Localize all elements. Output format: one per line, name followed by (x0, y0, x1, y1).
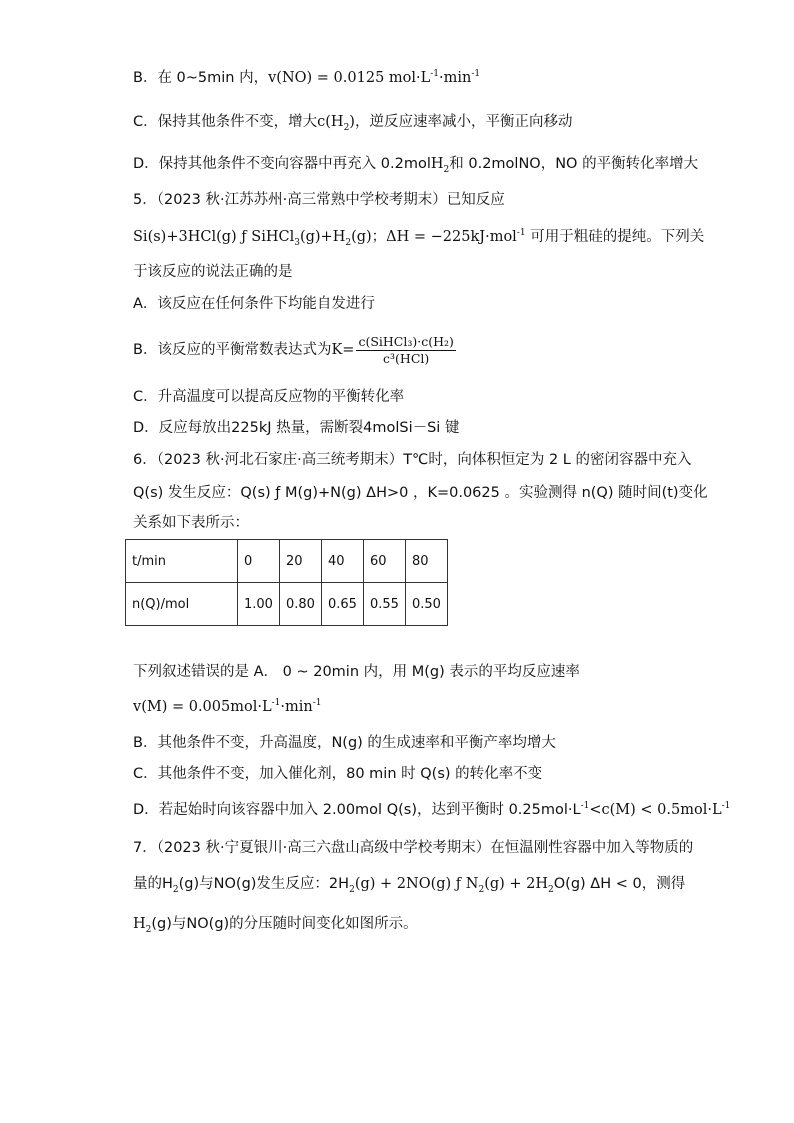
q5-stem-line2: 于该反应的说法正确的是 (133, 264, 293, 280)
q4-option-d-sub: 2 (443, 164, 450, 175)
q5-option-b-prefix: B．该反应的平衡常数表达式为 (133, 342, 332, 358)
q6-option-d-mid: <c(M) < 0.5mol·L (589, 802, 722, 818)
q6-stem-line3: 关系如下表所示： (133, 515, 249, 531)
q7-line2-eq2: (g) + 2H (484, 876, 549, 892)
q7-line2-sub3: 2 (478, 884, 485, 895)
q5-eq-part1: Si(s)+3HCl(g) ƒ SiHCl (133, 229, 295, 245)
q5-eq-exp: -1 (516, 228, 526, 239)
q7-stem-line2 (133, 874, 685, 894)
q5-equilibrium-constant-fraction (356, 334, 455, 367)
q5-option-c: C．升高温度可以提高反应物的平衡转化率 (133, 389, 405, 405)
q4-option-b-mid: ·min (439, 70, 472, 86)
q6-rate-formula-text: v(M) = 0.005mol·L (133, 699, 272, 715)
q4-option-c-formula: c(H (317, 114, 344, 130)
q5-eq-part3: (g)；ΔH = −225kJ·mol (351, 229, 517, 245)
q5-option-a: A．该反应在任何条件下均能自发进行 (133, 296, 375, 312)
q4-option-c-sub: 2 (343, 122, 350, 133)
q5-stem-line1: 5．（2023 秋·江苏苏州·高三常熟中学校考期末）已知反应 (133, 192, 505, 208)
fraction-numerator: c(SiHCl₃)·c(H₂) (358, 333, 454, 349)
q7-stem-line3 (133, 914, 418, 934)
table-cell: 40 (322, 540, 364, 583)
q5-option-b (133, 332, 456, 368)
q7-line3-suffix: (g)与NO(g)的分压随时间变化如图所示。 (151, 916, 418, 932)
q5-option-b-k: K= (331, 342, 355, 358)
q6-option-c: C．其他条件不变，加入催化剂，80 min 时 Q(s) 的转化率不变 (133, 766, 543, 782)
table-cell: 0.80 (280, 583, 322, 626)
q4-option-d-h: H (430, 156, 444, 172)
table-cell: 80 (406, 540, 448, 583)
table-header-cell: t/min (126, 540, 238, 583)
fraction-denominator: c³(HCl) (383, 350, 430, 366)
q7-line2-prefix: 量的H (133, 876, 173, 892)
q7-line2-mid: (g)与NO(g)发生反应：2H (178, 876, 350, 892)
q5-eq-sub2: 2 (345, 237, 352, 248)
q7-line2-sub4: 2 (548, 884, 554, 895)
q5-eq-sub1: 3 (294, 237, 300, 248)
q6-data-table (125, 539, 448, 626)
q5-equation-line (133, 227, 704, 247)
table-cell: 0 (238, 540, 280, 583)
q5-option-d: D．反应每放出225kJ 热量，需断裂4molSi－Si 键 (133, 420, 460, 436)
q7-stem-line1: 7．（2023 秋·宁夏银川·高三六盘山高级中学校考期末）在恒温刚性容器中加入等物质的 (133, 840, 694, 856)
table-cell: 0.65 (322, 583, 364, 626)
table-row (126, 583, 448, 626)
q4-option-b (133, 68, 480, 88)
q6-option-b: B．其他条件不变，升高温度，N(g) 的生成速率和平衡产率均增大 (133, 735, 556, 751)
q6-stem-line2: Q(s) 发生反应：Q(s) ƒ M(g)+N(g) ΔH>0 ，K=0.0625 。实验测得 n(Q) 随时间(t)变化 (133, 485, 708, 501)
q6-option-d-prefix: D．若起始时向该容器中加入 2.00mol Q(s)，达到平衡时 0.25mol·L (133, 802, 581, 818)
q4-option-c-suffix: ，逆反应速率减小，平衡正向移动 (354, 114, 573, 130)
table-cell: 0.55 (364, 583, 406, 626)
q4-option-b-exp1: -1 (430, 69, 440, 80)
q4-option-b-formula: v(NO) = 0.0125 mol·L (268, 70, 431, 86)
q4-option-d-suffix: 和 0.2molNO，NO 的平衡转化率增大 (449, 156, 699, 172)
table-cell: 20 (280, 540, 322, 583)
table-cell: 0.50 (406, 583, 448, 626)
table-cell: 1.00 (238, 583, 280, 626)
q4-option-b-exp2: -1 (471, 69, 481, 80)
q6-rate-exp1: -1 (271, 698, 281, 709)
q4-option-d-prefix: D．保持其他条件不变向容器中再充入 0.2mol (133, 156, 431, 172)
q4-option-c-close: ) (349, 114, 355, 130)
q6-stem-line1: 6．（2023 秋·河北石家庄·高三统考期末）T℃时，向体积恒定为 2 L 的密闭容器中充入 (133, 452, 692, 468)
q7-line3-sub: 2 (145, 924, 152, 935)
q7-line2-sub1: 2 (172, 884, 179, 895)
q7-line3-prefix: H (133, 916, 146, 932)
q4-option-d (133, 154, 698, 174)
q5-eq-part2: (g)+H (299, 229, 346, 245)
q6-stem-line4: 下列叙述错误的是 A． 0 ~ 20min 内，用 M(g) 表示的平均反应速率 (133, 664, 580, 680)
q6-rate-mid: ·min (280, 699, 313, 715)
q6-rate-formula (133, 697, 322, 717)
q6-option-d-exp1: -1 (580, 801, 590, 812)
q6-rate-exp2: -1 (312, 698, 322, 709)
q4-option-c (133, 112, 572, 132)
q7-line2-end: O(g) ΔH < 0，测得 (553, 876, 686, 892)
table-cell: 60 (364, 540, 406, 583)
q5-eq-suffix: 可用于粗硅的提纯。下列关 (525, 229, 705, 245)
q6-option-d (133, 800, 730, 820)
q7-line2-eq: (g) + 2NO(g) ƒ N (354, 876, 479, 892)
q4-option-c-prefix: C．保持其他条件不变，增大 (133, 114, 318, 130)
q4-option-b-prefix: B．在 0~5min 内， (133, 70, 269, 86)
q7-line2-sub2: 2 (349, 884, 355, 895)
table-header-cell: n(Q)/mol (126, 583, 238, 626)
table-row (126, 540, 448, 583)
q6-option-d-exp2: -1 (721, 801, 731, 812)
